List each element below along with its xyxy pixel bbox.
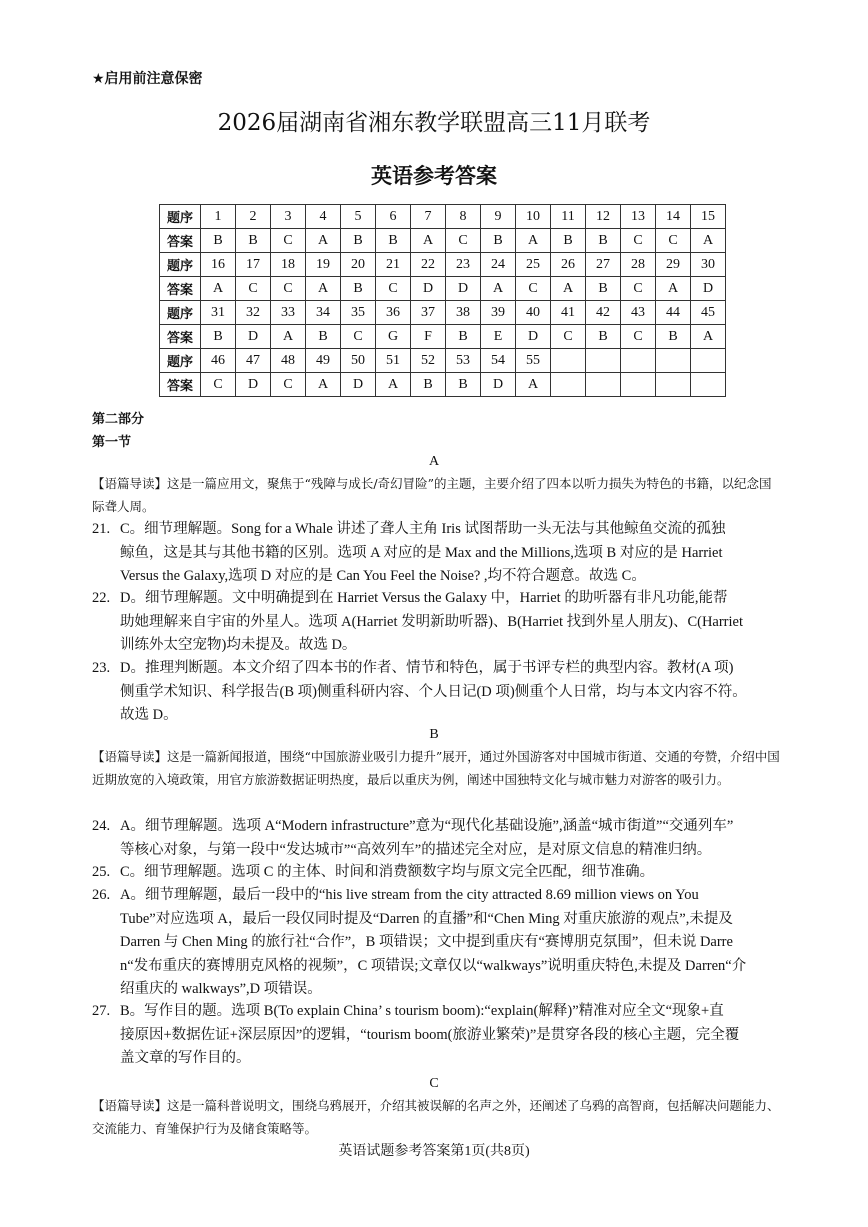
question-number-cell: 49 (306, 349, 341, 373)
answer-cell: B (341, 277, 376, 301)
answer-text: 接原因+数据佐证+深层原因”的逻辑，“tourism boom(旅游业繁荣)”是贯穿各段的核心主题，完全覆 (120, 1026, 740, 1043)
answer-cell: D (446, 277, 481, 301)
question-number-cell: 22 (411, 253, 446, 277)
answer-text: 鲸鱼，这是其与其他书籍的区别。选项 A 对应的是 Max and the Millions,选项 B 对应的是 Harriet (120, 544, 723, 561)
answer-cell: D (341, 373, 376, 397)
answer-cell: C (376, 277, 411, 301)
answer-text: D。推理判断题。本文介绍了四本书的作者、情节和特色，属于书评专栏的典型内容。教材(A 项) (120, 660, 734, 676)
answer-cell: B (656, 325, 691, 349)
question-number-cell: 10 (516, 205, 551, 229)
answer-cell: D (236, 373, 271, 397)
answer-cell: D (411, 277, 446, 301)
question-number-cell: 40 (516, 301, 551, 325)
answer-cell (691, 373, 726, 397)
answer-cell: B (551, 229, 586, 253)
answer-cell: B (201, 325, 236, 349)
question-number-cell: 13 (621, 205, 656, 229)
question-label-cell: 题序 (160, 205, 201, 229)
question-number: 23. (92, 660, 111, 676)
question-number-cell: 25 (516, 253, 551, 277)
answer-cell: C (236, 277, 271, 301)
passage-a-guide: 【语篇导读】这是一篇应用文，聚焦于“残障与成长/奇幻冒险”的主题，主要介绍了四本以听力损失为特色的书籍，以纪念国际聋人周。 (92, 476, 772, 514)
answer-cell: B (481, 229, 516, 253)
answer-text: B。写作目的题。选项 B(To explain China’ s tourism boom):“explain(解释)”精准对应全文“现象+直 (120, 1003, 724, 1019)
question-22 (92, 587, 780, 658)
answer-label-cell: 答案 (160, 277, 201, 301)
answer-cell: C (516, 277, 551, 301)
answer-cell: A (551, 277, 586, 301)
answer-table (159, 204, 726, 397)
question-number-cell: 26 (551, 253, 586, 277)
answer-cell: A (691, 325, 726, 349)
answer-text: 助她理解来自宇宙的外星人。选项 A(Harriet 发明新助听器)、B(Harriet 找到外星人朋友)、C(Harriet (120, 613, 744, 630)
question-number-cell: 42 (586, 301, 621, 325)
answer-cell: C (621, 325, 656, 349)
question-26 (92, 884, 780, 1002)
question-number-cell: 32 (236, 301, 271, 325)
answer-text: 侧重学术知识、科学报告(B 项)侧重科研内容、个人日记(D 项)侧重个人日常，均与本文内容不符。 (120, 683, 747, 700)
answer-cell: D (236, 325, 271, 349)
question-number-cell (586, 349, 621, 373)
question-number-cell: 29 (656, 253, 691, 277)
answer-cell: B (236, 229, 271, 253)
question-number-cell: 51 (376, 349, 411, 373)
answer-label-cell: 答案 (160, 325, 201, 349)
question-23 (92, 657, 780, 728)
passage-b-guide: 【语篇导读】这是一篇新闻报道，围绕“中国旅游业吸引力提升”展开，通过外国游客对中国城市街道、交通的夸赞，介绍中国近期放宽的入境政策，用官方旅游数据证明热度，最后以重庆为例，阐述中国独特文化与城市魅力对游客的吸引力。 (92, 749, 780, 787)
exam-title: 2026届湖南省湘东教学联盟高三11月联考 (217, 110, 651, 136)
answer-cell (586, 373, 621, 397)
answer-text: 故选 D。 (120, 707, 178, 723)
part-heading: 第二部分 (92, 412, 145, 427)
question-number-cell: 14 (656, 205, 691, 229)
answer-text: C。细节理解题。选项 C 的主体、时间和消费额数字均与原文完全匹配，细节准确。 (120, 864, 655, 880)
question-27 (92, 1000, 780, 1071)
answer-text: Darren 与 Chen Ming 的旅行社“合作”，B 项错误；文中提到重庆有“赛博朋克氛围”，但未说 Darre (120, 934, 733, 950)
question-number-row (160, 349, 726, 373)
question-number-cell: 45 (691, 301, 726, 325)
question-number-cell: 34 (306, 301, 341, 325)
answer-label-cell: 答案 (160, 373, 201, 397)
answer-cell: B (201, 229, 236, 253)
page-footer: 英语试题参考答案第1页(共8页) (338, 1144, 530, 1159)
question-number-cell: 27 (586, 253, 621, 277)
question-number-cell: 47 (236, 349, 271, 373)
answer-text: Versus the Galaxy,选项 D 对应的是 Can You Feel the Noise? ,均不符合题意。故选 C。 (120, 568, 646, 584)
question-number-cell: 6 (376, 205, 411, 229)
answer-text: A。细节理解题，最后一段中的“his live stream from the city attracted 8.69 million views on You (120, 887, 699, 903)
passage-a-letter: A (428, 454, 440, 469)
question-number-cell: 46 (201, 349, 236, 373)
answer-cell: C (271, 229, 306, 253)
answer-cell: C (271, 373, 306, 397)
answer-cell: B (341, 229, 376, 253)
question-number-cell: 15 (691, 205, 726, 229)
answer-cell: C (271, 277, 306, 301)
question-24 (92, 815, 780, 862)
answer-text: 训练外太空宠物)均未提及。故选 D。 (120, 637, 357, 653)
answer-cell: C (621, 277, 656, 301)
answer-key-title: 英语参考答案 (371, 164, 497, 188)
answer-text: A。细节理解题。选项 A“Modern infrastructure”意为“现代化基础设施”,涵盖“城市街道”“交通列车” (120, 818, 734, 834)
passage-c-guide: 【语篇导读】这是一篇科普说明文，围绕乌鸦展开，介绍其被误解的名声之外，还阐述了乌鸦的高智商，包括解决问题能力、交流能力、育雏保护行为及储食策略等。 (92, 1098, 780, 1136)
question-number-cell: 24 (481, 253, 516, 277)
question-25 (92, 861, 780, 885)
question-number-cell: 2 (236, 205, 271, 229)
answer-cell: A (271, 325, 306, 349)
question-number-cell: 37 (411, 301, 446, 325)
question-number-row (160, 205, 726, 229)
answer-cell: F (411, 325, 446, 349)
answer-cell: B (411, 373, 446, 397)
answer-cell: E (481, 325, 516, 349)
question-number-cell: 31 (201, 301, 236, 325)
question-number-cell: 52 (411, 349, 446, 373)
answer-cell: A (656, 277, 691, 301)
question-number-cell: 12 (586, 205, 621, 229)
answer-cell: B (446, 325, 481, 349)
question-number-cell: 16 (201, 253, 236, 277)
answer-text: Tube”对应选项 A，最后一段仅同时提及“Darren 的直播”和“Chen Ming 对重庆旅游的观点”,未提及 (120, 910, 733, 927)
question-number-cell: 4 (306, 205, 341, 229)
question-number-cell: 55 (516, 349, 551, 373)
passage-c-letter: C (429, 1076, 439, 1091)
question-number: 22. (92, 590, 111, 606)
answer-cell: C (551, 325, 586, 349)
answer-cell: A (306, 277, 341, 301)
question-number-cell: 20 (341, 253, 376, 277)
answer-text: 盖文章的写作目的。 (120, 1050, 251, 1066)
passage-b-letter: B (429, 727, 439, 742)
answer-cell: A (306, 229, 341, 253)
question-number-cell: 17 (236, 253, 271, 277)
question-number-cell: 38 (446, 301, 481, 325)
question-number-cell: 3 (271, 205, 306, 229)
question-number: 24. (92, 818, 111, 834)
answer-cell: D (691, 277, 726, 301)
question-label-cell: 题序 (160, 349, 201, 373)
answer-cell: A (376, 373, 411, 397)
question-21 (92, 518, 780, 589)
answer-cell: G (376, 325, 411, 349)
answer-cell (656, 373, 691, 397)
answer-cell (621, 373, 656, 397)
question-number-cell: 21 (376, 253, 411, 277)
answer-row (160, 277, 726, 301)
answer-cell: A (516, 229, 551, 253)
answer-text: n“发布重庆的赛博朋克风格的视频”，C 项错误;文章仅以“walkways”说明重庆特色,未提及 Darren“介 (120, 957, 747, 974)
answer-cell: B (586, 229, 621, 253)
answer-cell: B (586, 325, 621, 349)
question-number-cell: 53 (446, 349, 481, 373)
answer-cell: A (306, 373, 341, 397)
question-number-cell (621, 349, 656, 373)
question-number-cell: 28 (621, 253, 656, 277)
answer-text: 绍重庆的 walkways”,D 项错误。 (120, 981, 322, 997)
answer-label-cell: 答案 (160, 229, 201, 253)
question-number-cell: 5 (341, 205, 376, 229)
question-number-cell: 41 (551, 301, 586, 325)
question-number-cell (656, 349, 691, 373)
question-number-cell: 7 (411, 205, 446, 229)
question-number: 21. (92, 521, 111, 537)
question-number-cell: 11 (551, 205, 586, 229)
question-number-cell: 44 (656, 301, 691, 325)
answer-cell: D (481, 373, 516, 397)
answer-text: C。细节理解题。Song for a Whale 讲述了聋人主角 Iris 试图帮助一头无法与其他鲸鱼交流的孤独 (120, 521, 726, 537)
answer-cell: B (376, 229, 411, 253)
question-number-row (160, 253, 726, 277)
question-number-cell: 50 (341, 349, 376, 373)
answer-text: 等核心对象，与第一段中“发达城市”“高效列车”的描述完全对应，是对原文信息的精准归纳。 (120, 841, 712, 858)
question-number-cell: 33 (271, 301, 306, 325)
answer-row (160, 373, 726, 397)
question-number-row (160, 301, 726, 325)
question-number-cell: 8 (446, 205, 481, 229)
answer-cell: C (446, 229, 481, 253)
question-number-cell: 43 (621, 301, 656, 325)
question-number: 26. (92, 887, 111, 903)
question-number-cell: 1 (201, 205, 236, 229)
question-number-cell: 18 (271, 253, 306, 277)
answer-cell: A (481, 277, 516, 301)
answer-cell: C (201, 373, 236, 397)
answer-cell: A (201, 277, 236, 301)
section-heading: 第一节 (92, 435, 132, 450)
answer-cell: C (341, 325, 376, 349)
answer-cell: A (516, 373, 551, 397)
answer-cell: B (306, 325, 341, 349)
question-number: 25. (92, 864, 111, 880)
question-label-cell: 题序 (160, 301, 201, 325)
answer-row (160, 325, 726, 349)
confidential-note: ★启用前注意保密 (92, 71, 203, 87)
answer-cell: C (621, 229, 656, 253)
answer-cell: C (656, 229, 691, 253)
question-number-cell: 36 (376, 301, 411, 325)
question-number-cell: 48 (271, 349, 306, 373)
question-label-cell: 题序 (160, 253, 201, 277)
answer-cell: A (411, 229, 446, 253)
answer-row (160, 229, 726, 253)
question-number-cell: 39 (481, 301, 516, 325)
answer-cell: B (446, 373, 481, 397)
question-number-cell (551, 349, 586, 373)
question-number-cell: 23 (446, 253, 481, 277)
question-number-cell: 35 (341, 301, 376, 325)
answer-cell: A (691, 229, 726, 253)
answer-cell (551, 373, 586, 397)
question-number-cell: 19 (306, 253, 341, 277)
answer-cell: D (516, 325, 551, 349)
answer-cell: B (586, 277, 621, 301)
answer-text: D。细节理解题。文中明确提到在 Harriet Versus the Galaxy 中，Harriet 的助听器有非凡功能,能帮 (120, 590, 728, 606)
question-number-cell (691, 349, 726, 373)
question-number-cell: 54 (481, 349, 516, 373)
question-number-cell: 9 (481, 205, 516, 229)
question-number-cell: 30 (691, 253, 726, 277)
question-number: 27. (92, 1003, 111, 1019)
